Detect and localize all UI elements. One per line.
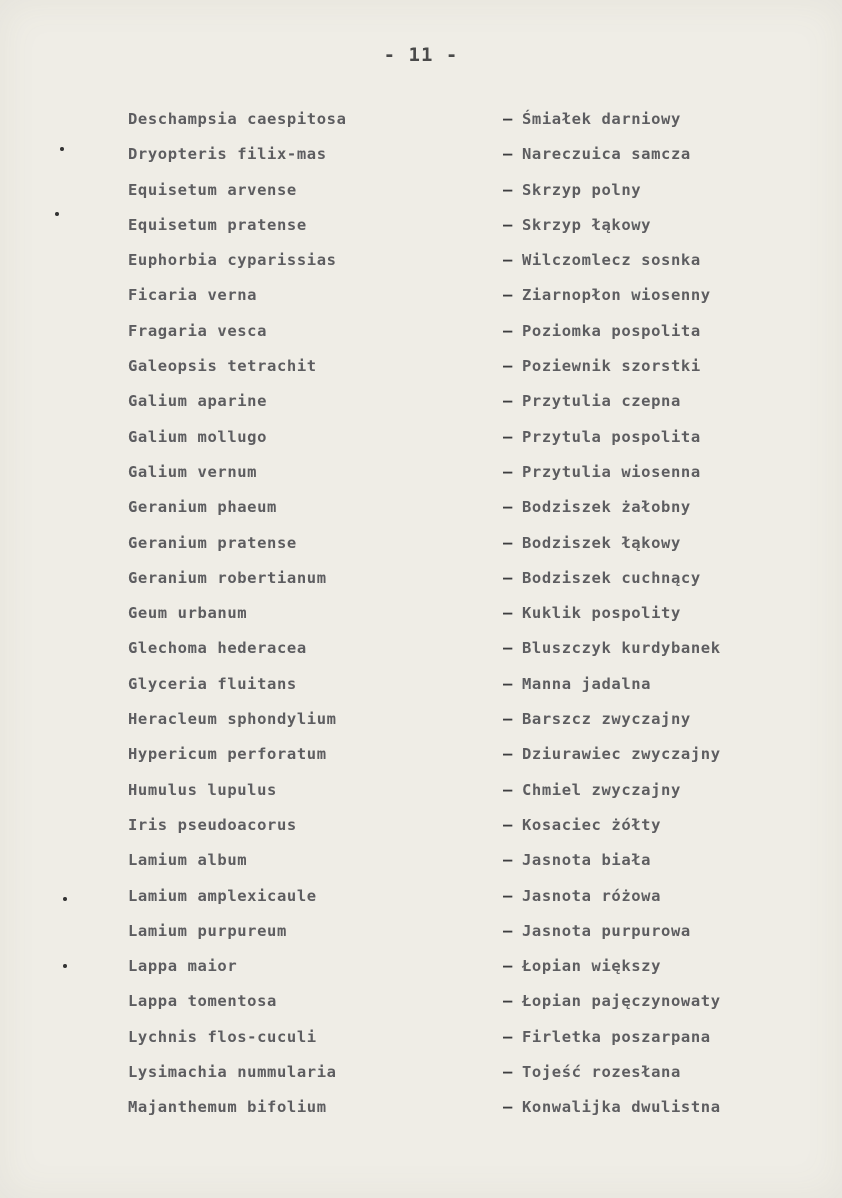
polish-name: Przytulia czepna [522, 392, 681, 411]
list-item [0, 428, 842, 463]
latin-name: Humulus lupulus [128, 780, 277, 799]
separator-dash: – [503, 1098, 513, 1117]
polish-name: Jasnota różowa [522, 886, 662, 905]
separator-dash: – [503, 392, 513, 411]
separator-dash: – [503, 498, 513, 517]
separator-dash: – [503, 251, 513, 270]
latin-name: Heracleum sphondylium [128, 710, 337, 729]
polish-name: Tojeść rozesłana [522, 1063, 681, 1082]
latin-name: Lappa tomentosa [128, 992, 277, 1011]
separator-dash: – [503, 110, 513, 128]
separator-dash: – [503, 321, 513, 340]
list-item [0, 1098, 842, 1133]
separator-dash: – [503, 1027, 513, 1046]
separator-dash: – [503, 710, 513, 729]
list-item [0, 498, 842, 533]
polish-name: Bodziszek cuchnący [522, 568, 701, 587]
polish-name: Jasnota purpurowa [522, 921, 691, 940]
separator-dash: – [503, 815, 513, 834]
polish-name: Jasnota biała [522, 851, 652, 870]
separator-dash: – [503, 780, 513, 799]
latin-name: Fragaria vesca [128, 321, 268, 340]
list-item [0, 534, 842, 569]
list-item [0, 745, 842, 780]
polish-name: Przytulia wiosenna [522, 462, 701, 481]
separator-dash: – [503, 604, 513, 623]
separator-dash: – [503, 145, 513, 164]
latin-name: Lychnis flos-cuculi [128, 1027, 317, 1046]
list-item [0, 569, 842, 604]
separator-dash: – [503, 286, 513, 305]
latin-name: Geranium robertianum [128, 568, 327, 587]
polish-name: Dziurawiec zwyczajny [522, 745, 721, 764]
latin-name: Equisetum arvense [128, 180, 297, 199]
latin-name: Galium vernum [128, 462, 258, 481]
list-item [0, 1063, 842, 1098]
latin-name: Majanthemum bifolium [128, 1098, 327, 1117]
latin-name: Geranium phaeum [128, 498, 277, 517]
latin-name: Ficaria verna [128, 286, 258, 305]
list-item [0, 710, 842, 745]
polish-name: Kosaciec żółty [522, 815, 662, 834]
species-list [0, 110, 842, 1134]
page-number: - 11 - [383, 44, 459, 66]
polish-name: Kuklik pospolity [522, 604, 681, 623]
list-item [0, 604, 842, 639]
list-item [0, 463, 842, 498]
latin-name: Euphorbia cyparissias [128, 251, 337, 270]
polish-name: Łopian pajęczynowaty [522, 992, 721, 1011]
polish-name: Poziomka pospolita [522, 321, 701, 340]
polish-name: Barszcz zwyczajny [522, 710, 691, 729]
polish-name: Śmiałek darniowy [522, 110, 681, 128]
list-item [0, 216, 842, 251]
latin-name: Iris pseudoacorus [128, 815, 297, 834]
latin-name: Glyceria fluitans [128, 674, 297, 693]
separator-dash: – [503, 851, 513, 870]
latin-name: Equisetum pratense [128, 215, 307, 234]
list-item [0, 357, 842, 392]
separator-dash: – [503, 957, 513, 976]
list-item [0, 957, 842, 992]
separator-dash: – [503, 533, 513, 552]
separator-dash: – [503, 1063, 513, 1082]
latin-name: Galium mollugo [128, 427, 268, 446]
separator-dash: – [503, 921, 513, 940]
polish-name: Manna jadalna [522, 674, 652, 693]
latin-name: Galeopsis tetrachit [128, 357, 317, 376]
separator-dash: – [503, 886, 513, 905]
list-item [0, 1028, 842, 1063]
polish-name: Firletka poszarpana [522, 1027, 711, 1046]
list-item [0, 286, 842, 321]
separator-dash: – [503, 674, 513, 693]
latin-name: Hypericum perforatum [128, 745, 327, 764]
polish-name: Skrzyp polny [522, 180, 642, 199]
latin-name: Lysimachia nummularia [128, 1063, 337, 1082]
list-item [0, 816, 842, 851]
latin-name: Lamium purpureum [128, 921, 287, 940]
polish-name: Bodziszek łąkowy [522, 533, 681, 552]
polish-name: Nareczuica samcza [522, 145, 691, 164]
list-item [0, 145, 842, 180]
list-item [0, 251, 842, 286]
list-item [0, 851, 842, 886]
polish-name: Chmiel zwyczajny [522, 780, 681, 799]
list-item [0, 639, 842, 674]
latin-name: Deschampsia caespitosa [128, 110, 347, 128]
polish-name: Wilczomlecz sosnka [522, 251, 701, 270]
latin-name: Geranium pratense [128, 533, 297, 552]
polish-name: Przytula pospolita [522, 427, 701, 446]
polish-name: Poziewnik szorstki [522, 357, 701, 376]
list-item [0, 887, 842, 922]
list-item [0, 922, 842, 957]
separator-dash: – [503, 427, 513, 446]
polish-name: Łopian większy [522, 957, 662, 976]
list-item [0, 781, 842, 816]
list-item [0, 322, 842, 357]
separator-dash: – [503, 992, 513, 1011]
list-item [0, 675, 842, 710]
list-item [0, 181, 842, 216]
separator-dash: – [503, 745, 513, 764]
polish-name: Skrzyp łąkowy [522, 215, 652, 234]
separator-dash: – [503, 568, 513, 587]
latin-name: Lappa maior [128, 957, 238, 976]
separator-dash: – [503, 357, 513, 376]
list-item [0, 992, 842, 1027]
latin-name: Lamium amplexicaule [128, 886, 317, 905]
latin-name: Dryopteris filix-mas [128, 145, 327, 164]
latin-name: Galium aparine [128, 392, 268, 411]
list-item [0, 392, 842, 427]
latin-name: Glechoma hederacea [128, 639, 307, 658]
separator-dash: – [503, 215, 513, 234]
separator-dash: – [503, 180, 513, 199]
latin-name: Lamium album [128, 851, 248, 870]
separator-dash: – [503, 639, 513, 658]
polish-name: Bluszczyk kurdybanek [522, 639, 721, 658]
polish-name: Ziarnopłon wiosenny [522, 286, 711, 305]
polish-name: Bodziszek żałobny [522, 498, 691, 517]
list-item [0, 110, 842, 145]
latin-name: Geum urbanum [128, 604, 248, 623]
separator-dash: – [503, 462, 513, 481]
polish-name: Konwalijka dwulistna [522, 1098, 721, 1117]
